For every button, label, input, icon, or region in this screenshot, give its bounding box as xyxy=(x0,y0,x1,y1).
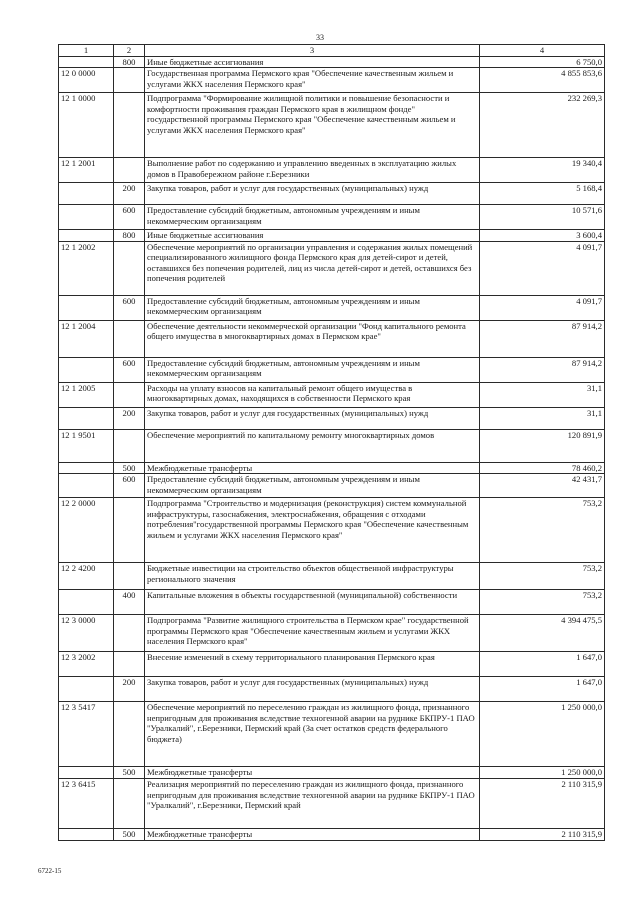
row-code: 12 1 9501 xyxy=(59,429,114,462)
row-code xyxy=(59,407,114,429)
row-amount: 1 250 000,0 xyxy=(480,702,605,767)
row-name: Межбюджетные трансферты xyxy=(145,829,480,840)
table-row xyxy=(59,230,605,241)
table-row xyxy=(59,779,605,829)
row-code xyxy=(59,462,114,473)
table-row xyxy=(59,829,605,840)
row-type: 500 xyxy=(114,767,145,779)
table-row xyxy=(59,158,605,183)
row-type: 500 xyxy=(114,462,145,473)
page-number: 33 xyxy=(316,33,324,42)
row-amount: 2 110 315,9 xyxy=(480,829,605,840)
row-amount: 120 891,9 xyxy=(480,429,605,462)
row-type xyxy=(114,68,145,93)
row-type: 200 xyxy=(114,677,145,702)
row-name: Предоставление субсидий бюджетным, автономным учреждениям и иным некоммерческим организациям xyxy=(145,357,480,382)
row-name: Обеспечение деятельности некоммерческой организации "Фонд капитального ремонта общего имущества в многоквартирных домах в Пермском крае" xyxy=(145,320,480,357)
row-amount: 4 394 475,5 xyxy=(480,615,605,652)
header-col-3: 3 xyxy=(145,45,480,57)
table-row xyxy=(59,474,605,498)
row-code: 12 1 0000 xyxy=(59,93,114,158)
row-code: 12 1 2002 xyxy=(59,241,114,295)
row-amount: 31,1 xyxy=(480,382,605,407)
table-row xyxy=(59,702,605,767)
row-amount: 1 250 000,0 xyxy=(480,767,605,779)
row-name: Государственная программа Пермского края "Обеспечение качественным жильем и услугами ЖКХ населения Пермского края" xyxy=(145,68,480,93)
row-amount: 753,2 xyxy=(480,590,605,615)
row-name: Иные бюджетные ассигнования xyxy=(145,57,480,68)
row-code xyxy=(59,767,114,779)
row-amount: 753,2 xyxy=(480,498,605,563)
row-code: 12 3 0000 xyxy=(59,615,114,652)
row-amount: 6 750,0 xyxy=(480,57,605,68)
row-type xyxy=(114,779,145,829)
row-name: Выполнение работ по содержанию и управлению введенных в эксплуатацию жилых домов в Правобережном районе г.Березники xyxy=(145,158,480,183)
row-type xyxy=(114,320,145,357)
header-col-4: 4 xyxy=(480,45,605,57)
row-amount: 31,1 xyxy=(480,407,605,429)
row-type: 600 xyxy=(114,295,145,320)
row-name: Межбюджетные трансферты xyxy=(145,767,480,779)
row-amount: 753,2 xyxy=(480,563,605,590)
table-row xyxy=(59,615,605,652)
table-row xyxy=(59,429,605,462)
row-code: 12 1 2005 xyxy=(59,382,114,407)
row-code xyxy=(59,57,114,68)
table-row xyxy=(59,462,605,473)
row-name: Расходы на уплату взносов на капитальный ремонт общего имущества в многоквартирных домах, находящихся в собственности Пермского края xyxy=(145,382,480,407)
table-header-row xyxy=(59,45,605,57)
header-col-2: 2 xyxy=(114,45,145,57)
row-code xyxy=(59,677,114,702)
row-name: Закупка товаров, работ и услуг для государственных (муниципальных) нужд xyxy=(145,407,480,429)
row-code xyxy=(59,357,114,382)
table-row xyxy=(59,68,605,93)
table-row xyxy=(59,320,605,357)
table-row xyxy=(59,382,605,407)
row-amount: 78 460,2 xyxy=(480,462,605,473)
row-code: 12 1 2001 xyxy=(59,158,114,183)
row-type xyxy=(114,652,145,677)
row-name: Закупка товаров, работ и услуг для государственных (муниципальных) нужд xyxy=(145,183,480,205)
row-name: Предоставление субсидий бюджетным, автономным учреждениям и иным некоммерческим организациям xyxy=(145,474,480,498)
table-row xyxy=(59,183,605,205)
row-amount: 19 340,4 xyxy=(480,158,605,183)
row-code: 12 0 0000 xyxy=(59,68,114,93)
row-amount: 1 647,0 xyxy=(480,677,605,702)
table-row xyxy=(59,357,605,382)
row-amount: 87 914,2 xyxy=(480,320,605,357)
row-amount: 4 091,7 xyxy=(480,295,605,320)
table-row xyxy=(59,677,605,702)
row-type xyxy=(114,498,145,563)
row-code: 12 3 2002 xyxy=(59,652,114,677)
row-amount: 2 110 315,9 xyxy=(480,779,605,829)
row-name: Иные бюджетные ассигнования xyxy=(145,230,480,241)
row-name: Подпрограмма "Формирование жилищной политики и повышение безопасности и комфортности проживания граждан Пермского края в жилищном фонде" государственной программы Пермского края "Обеспечение качественным жильем и услугами ЖКХ населения Пермского края" xyxy=(145,93,480,158)
row-amount: 1 647,0 xyxy=(480,652,605,677)
row-amount: 3 600,4 xyxy=(480,230,605,241)
row-code xyxy=(59,829,114,840)
row-name: Подпрограмма "Строительство и модернизация (реконструкция) систем коммунальной инфраструктуры, газоснабжения, электроснабжения, обращения с отходами потребления"государственной программы Пермского края "Обеспечение качественным жильем и услугами ЖКХ населения Пермского края" xyxy=(145,498,480,563)
row-name: Внесение изменений в схему территориального планирования Пермского края xyxy=(145,652,480,677)
row-type xyxy=(114,93,145,158)
row-amount: 232 269,3 xyxy=(480,93,605,158)
table-row xyxy=(59,590,605,615)
row-type xyxy=(114,382,145,407)
table-row xyxy=(59,767,605,779)
row-code xyxy=(59,474,114,498)
row-code: 12 3 5417 xyxy=(59,702,114,767)
row-type: 200 xyxy=(114,183,145,205)
row-name: Обеспечение мероприятий по организации управления и содержания жилых помещений специализированного жилищного фонда Пермского края для детей-сирот и детей, оставшихся без попечения родителей, лиц из числа детей-сирот и детей, оставшихся без попечения родителей xyxy=(145,241,480,295)
table-row xyxy=(59,407,605,429)
row-type xyxy=(114,702,145,767)
row-code: 12 2 4200 xyxy=(59,563,114,590)
row-amount: 10 571,6 xyxy=(480,205,605,230)
row-type: 600 xyxy=(114,474,145,498)
row-code: 12 1 2004 xyxy=(59,320,114,357)
table-row xyxy=(59,498,605,563)
row-amount: 5 168,4 xyxy=(480,183,605,205)
row-type xyxy=(114,241,145,295)
row-type xyxy=(114,429,145,462)
row-name: Предоставление субсидий бюджетным, автономным учреждениям и иным некоммерческим организациям xyxy=(145,205,480,230)
row-name: Обеспечение мероприятий по капитальному ремонту многоквартирных домов xyxy=(145,429,480,462)
row-type: 500 xyxy=(114,829,145,840)
row-code xyxy=(59,590,114,615)
row-amount: 4 091,7 xyxy=(480,241,605,295)
budget-table xyxy=(58,44,605,841)
row-type: 400 xyxy=(114,590,145,615)
header-col-1: 1 xyxy=(59,45,114,57)
row-type: 600 xyxy=(114,357,145,382)
table-row xyxy=(59,563,605,590)
row-type xyxy=(114,563,145,590)
table-row xyxy=(59,57,605,68)
row-amount: 42 431,7 xyxy=(480,474,605,498)
row-type: 600 xyxy=(114,205,145,230)
row-type xyxy=(114,158,145,183)
footer-code: 6722-15 xyxy=(38,867,62,875)
row-code xyxy=(59,230,114,241)
row-name: Закупка товаров, работ и услуг для государственных (муниципальных) нужд xyxy=(145,677,480,702)
row-code: 12 3 6415 xyxy=(59,779,114,829)
table-row xyxy=(59,93,605,158)
table-row xyxy=(59,205,605,230)
row-name: Бюджетные инвестиции на строительство объектов общественной инфраструктуры регионального значения xyxy=(145,563,480,590)
row-amount: 87 914,2 xyxy=(480,357,605,382)
table-row xyxy=(59,295,605,320)
row-name: Предоставление субсидий бюджетным, автономным учреждениям и иным некоммерческим организациям xyxy=(145,295,480,320)
table-row xyxy=(59,241,605,295)
row-code xyxy=(59,295,114,320)
row-code xyxy=(59,205,114,230)
row-type: 800 xyxy=(114,230,145,241)
row-name: Реализация мероприятий по переселению граждан из жилищного фонда, признанного непригодным для проживания вследствие техногенной аварии на руднике БКПРУ-1 ПАО "Уралкалий", г.Березники, Пермский край xyxy=(145,779,480,829)
row-name: Межбюджетные трансферты xyxy=(145,462,480,473)
row-code: 12 2 0000 xyxy=(59,498,114,563)
row-amount: 4 855 853,6 xyxy=(480,68,605,93)
row-name: Подпрограмма "Развитие жилищного строительства в Пермском крае" государственной программы Пермского края "Обеспечение качественным жильем и услугами ЖКХ населения Пермского края" xyxy=(145,615,480,652)
row-code xyxy=(59,183,114,205)
table-row xyxy=(59,652,605,677)
row-type: 800 xyxy=(114,57,145,68)
row-type xyxy=(114,615,145,652)
row-name: Капитальные вложения в объекты государственной (муниципальной) собственности xyxy=(145,590,480,615)
row-name: Обеспечение мероприятий по переселению граждан из жилищного фонда, признанного непригодным для проживания вследствие техногенной аварии на руднике БКПРУ-1 ПАО "Уралкалий", г.Березники, Пермский край (За счет остатков средств федерального бюджета) xyxy=(145,702,480,767)
row-type: 200 xyxy=(114,407,145,429)
